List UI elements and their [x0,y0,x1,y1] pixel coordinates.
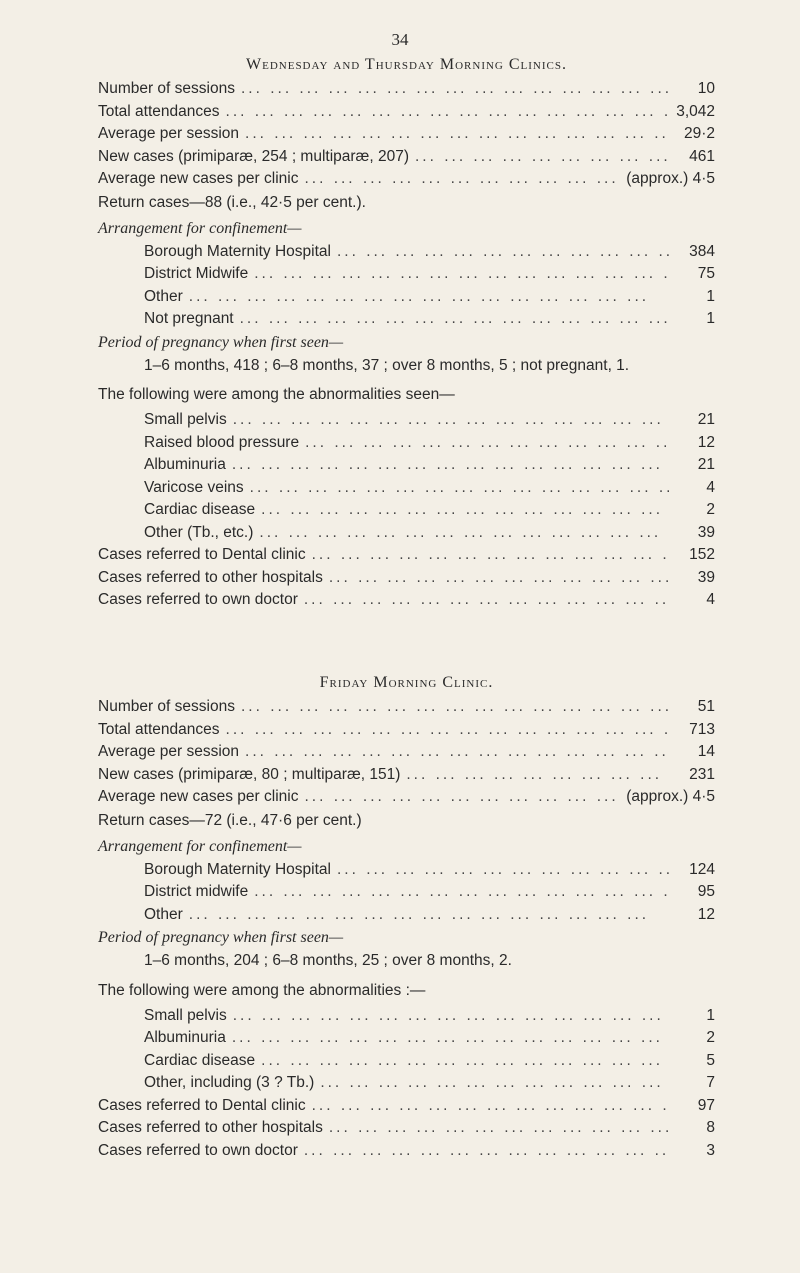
abnormalities-label: The following were among the abnormalities :— [98,981,426,999]
return-cases-text: Return cases—88 (i.e., 42·5 per cent.). [98,193,366,211]
row-value: 4 [706,478,715,496]
confinement-list [98,241,715,331]
row-label: Albuminuria [144,456,226,473]
referral-row [98,1140,715,1163]
abnormality-row [98,522,715,545]
row-label: Raised blood pressure [144,433,300,451]
stat-row [98,168,715,191]
stat-label: Average per session [98,125,240,142]
row-label: Cases referred to other hospitals [98,1119,323,1136]
stat-value: 14 [697,743,715,760]
leader-dots [241,696,669,719]
leader-dots [232,1027,669,1050]
row-value: 39 [697,568,715,586]
leader-dots [259,522,669,545]
stat-value: 231 [689,765,715,783]
leader-dots [261,1050,669,1073]
row-value: 39 [697,523,715,541]
leader-dots [329,567,669,590]
leader-dots [240,308,669,331]
stat-label: Total attendances [98,720,220,738]
row-value: 5 [706,1051,715,1069]
leader-dots [312,544,669,567]
leader-dots [189,904,669,927]
referrals-list [98,1095,715,1163]
stat-label: New cases (primiparæ, 254 ; multiparæ, 207) [98,147,409,165]
period-text: 1–6 months, 204 ; 6–8 months, 25 ; over 8 months, 2. [144,952,512,969]
stat-value: (approx.) 4·5 [626,788,715,805]
referral-row [98,1095,715,1118]
stat-value: 29·2 [683,125,715,142]
confinement-row [98,881,715,904]
confinement-row [98,859,715,882]
row-label: Cardiac disease [144,1051,256,1069]
row-value: 2 [706,501,715,518]
leader-dots [406,764,669,787]
leader-dots [233,409,669,432]
abnormality-row [98,1027,715,1050]
leader-dots [304,168,620,191]
confinement-row [98,308,715,331]
confinement-row [98,241,715,264]
row-label: District midwife [144,883,249,900]
abnormality-row [98,1050,715,1073]
referral-row [98,1117,715,1140]
row-value: 21 [697,411,715,428]
row-value: 12 [697,905,715,923]
leader-dots [312,1095,669,1118]
stat-row [98,786,715,809]
stat-label: Total attendances [98,102,220,120]
stat-row [98,123,715,146]
stat-row [98,696,715,719]
row-label: Other [144,287,183,305]
abnormality-row [98,432,715,455]
row-value: 7 [706,1074,715,1091]
abnormality-row [98,477,715,500]
row-value: 1 [706,1006,715,1024]
stat-row [98,101,715,124]
period-label: Period of pregnancy when first seen— [98,333,344,351]
stat-label: Average per session [98,743,240,760]
leader-dots [337,241,669,264]
leader-dots [250,477,669,500]
row-label: Varicose veins [144,478,244,496]
confinement-row [98,286,715,309]
leader-dots [304,1140,669,1163]
wednesday-thursday-section [98,52,715,612]
leader-dots [304,589,669,612]
stat-label: Average new cases per clinic [98,788,299,805]
stats-list [98,78,715,191]
period-label: Period of pregnancy when first seen— [98,929,344,946]
row-label: District Midwife [144,265,249,282]
confinement-row [98,904,715,927]
row-label: Cases referred to own doctor [98,591,298,608]
row-label: Other [144,905,183,923]
row-label: Other (Tb., etc.) [144,523,254,541]
leader-dots [226,719,669,742]
referral-row [98,544,715,567]
stat-row [98,719,715,742]
row-value: 124 [689,860,715,878]
leader-dots [305,432,669,455]
leader-dots [329,1117,669,1140]
stat-row [98,764,715,787]
referral-row [98,589,715,612]
stat-value: 713 [689,720,715,738]
row-value: 75 [697,265,715,282]
row-value: 384 [689,242,715,260]
leader-dots [261,499,669,522]
leader-dots [337,859,669,882]
leader-dots [245,741,669,764]
row-value: 3 [706,1141,715,1159]
row-label: Other, including (3 ? Tb.) [144,1074,315,1091]
stat-label: Number of sessions [98,698,235,715]
abnormalities-list [98,409,715,544]
friday-section [98,670,715,1162]
row-value: 1 [706,287,715,305]
confinement-list [98,859,715,927]
leader-dots [254,263,669,286]
return-cases-text: Return cases—72 (i.e., 47·6 per cent.) [98,811,362,829]
stat-label: New cases (primiparæ, 80 ; multiparæ, 151) [98,765,401,783]
row-value: 95 [697,883,715,900]
row-value: 97 [697,1096,715,1114]
abnormalities-label: The following were among the abnormalities seen— [98,386,455,403]
leader-dots [254,881,669,904]
leader-dots [241,78,669,101]
row-value: 21 [697,456,715,473]
stat-value: (approx.) 4·5 [626,170,715,187]
row-label: Borough Maternity Hospital [144,242,331,260]
leader-dots [189,286,669,309]
period-text: 1–6 months, 418 ; 6–8 months, 37 ; over 8 months, 5 ; not pregnant, 1. [144,356,630,374]
row-value: 12 [697,433,715,451]
leader-dots [226,101,669,124]
page-number: 34 [391,30,409,49]
abnormality-row [98,499,715,522]
referrals-list [98,544,715,612]
stat-row [98,741,715,764]
stat-row [98,78,715,101]
leader-dots [304,786,620,809]
abnormalities-list [98,1005,715,1095]
row-label: Cases referred to Dental clinic [98,546,306,563]
row-value: 1 [706,310,715,327]
row-label: Cases referred to other hospitals [98,568,323,586]
stats-list [98,696,715,809]
abnormality-row [98,1072,715,1095]
leader-dots [415,146,669,169]
leader-dots [232,454,669,477]
row-label: Borough Maternity Hospital [144,860,331,878]
abnormality-row [98,409,715,432]
section-heading: Wednesday and Thursday Morning Clinics. [246,56,567,73]
row-label: Cases referred to own doctor [98,1141,298,1159]
stat-value: 51 [697,698,715,715]
stat-label: Number of sessions [98,80,235,97]
stat-value: 10 [697,80,715,97]
row-label: Albuminuria [144,1029,226,1046]
stat-row [98,146,715,169]
abnormality-row [98,454,715,477]
row-value: 2 [706,1029,715,1046]
confinement-label: Arrangement for confinement— [98,837,302,855]
row-label: Small pelvis [144,411,227,428]
referral-row [98,567,715,590]
leader-dots [320,1072,669,1095]
row-label: Not pregnant [144,310,234,327]
row-label: Cardiac disease [144,501,256,518]
row-label: Small pelvis [144,1006,227,1024]
abnormality-row [98,1005,715,1028]
leader-dots [245,123,669,146]
leader-dots [233,1005,669,1028]
stat-value: 461 [689,147,715,165]
row-value: 4 [706,591,715,608]
stat-value: 3,042 [676,102,715,120]
row-value: 152 [689,546,715,563]
row-label: Cases referred to Dental clinic [98,1096,306,1114]
stat-label: Average new cases per clinic [98,170,299,187]
row-value: 8 [706,1119,715,1136]
confinement-label: Arrangement for confinement— [98,219,302,237]
confinement-row [98,263,715,286]
section-heading: Friday Morning Clinic. [319,674,494,691]
